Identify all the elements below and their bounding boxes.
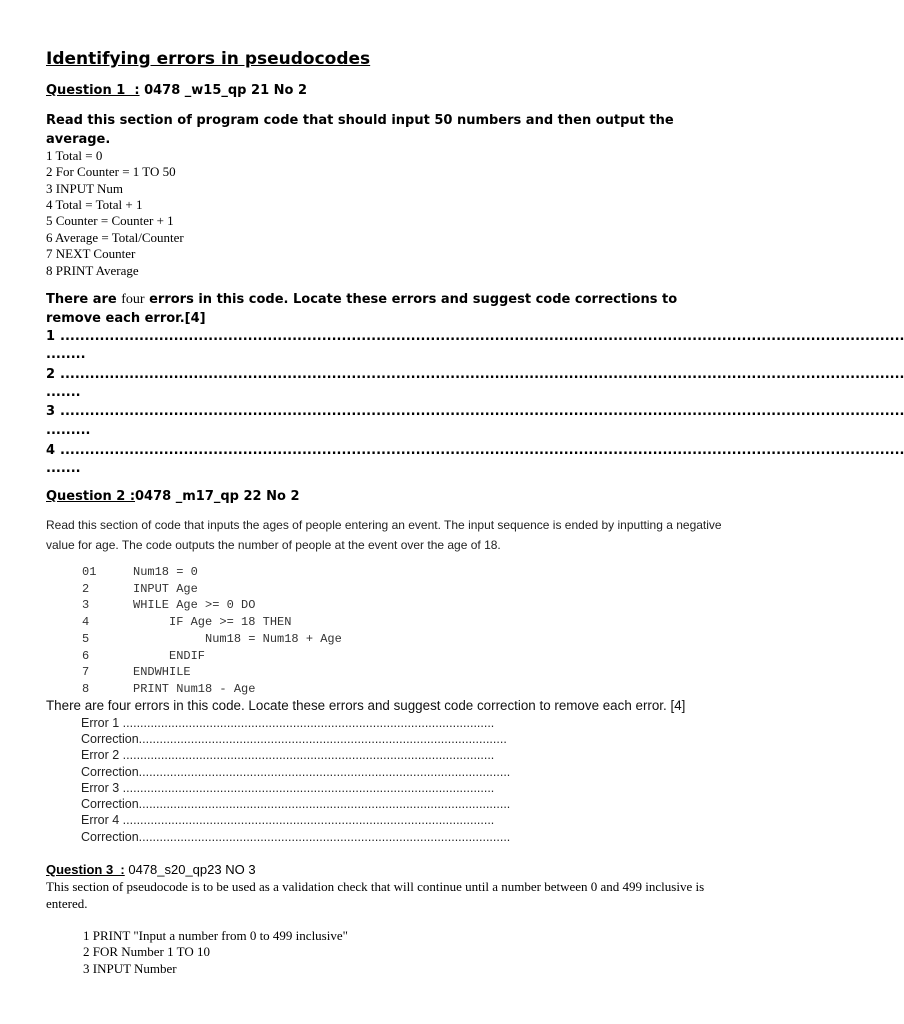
- q2-instruction: There are four errors in this code. Locate these errors and suggest code correction to remove each error. [4]: [46, 698, 686, 713]
- q2-error-line[interactable]: Error 1 ...........................................................................................................: [81, 716, 495, 730]
- q1-code-line: 4 Total = Total + 1: [46, 197, 143, 212]
- q1-code-line: 7 NEXT Counter: [46, 246, 136, 261]
- q2-code-number: 01: [82, 565, 97, 579]
- q2-code-number: 3: [82, 598, 90, 612]
- q1-answer-line[interactable]: ...........................................................................................................................................................................: [60, 329, 904, 344]
- q1-code-line: 1 Total = 0: [46, 148, 103, 163]
- q3-code-line: 1 PRINT "Input a number from 0 to 499 inclusive": [83, 928, 348, 943]
- q1-code-line: 8 PRINT Average: [46, 263, 139, 278]
- q1-answer-number: 4: [46, 443, 56, 458]
- q3-intro: This section of pseudocode is to be used as a validation check that will continue until a number between 0 and 499 inclusive is entered.: [46, 879, 705, 911]
- q1-answer-line-tail: ........: [46, 347, 86, 362]
- q3-ref: 0478_s20_qp23 NO 3: [124, 862, 256, 877]
- q2-code-line: ENDWHILE: [133, 665, 191, 679]
- q2-code-line: INPUT Age: [133, 582, 198, 596]
- q2-correction-line[interactable]: Correction...........................................................................................................: [81, 830, 511, 844]
- q1-answer-number: 1: [46, 329, 56, 344]
- q2-code-number: 4: [82, 615, 90, 629]
- q2-code-number: 2: [82, 582, 90, 596]
- q2-code-line: ENDIF: [133, 649, 206, 663]
- q3-code-line: 2 FOR Number 1 TO 10: [83, 944, 210, 959]
- q1-instruction: There are four errors in this code. Locate these errors and suggest code corrections to remove each error.[4]: [46, 292, 678, 326]
- q1-answer-line-tail: .......: [46, 461, 81, 476]
- q1-label: Question 1 :: [46, 83, 140, 98]
- q1-answer-number: 3: [46, 404, 56, 419]
- q2-error-line[interactable]: Error 3 ...........................................................................................................: [81, 781, 495, 795]
- q1-answer-line[interactable]: ...........................................................................................................................................................................: [60, 367, 904, 382]
- q2-intro: Read this section of code that inputs the ages of people entering an event. The input sequence is ended by inputting a negative value for age. The code outputs the number of people at the event over the age of 18.: [46, 518, 722, 552]
- q2-heading: [46, 489, 300, 504]
- q2-code-line: PRINT Num18 - Age: [133, 682, 256, 696]
- q1-code-line: 5 Counter = Counter + 1: [46, 213, 174, 228]
- q1-answer-line-tail: .........: [46, 423, 91, 438]
- q2-code-line: Num18 = Num18 + Age: [133, 632, 342, 646]
- q2-code-line: IF Age >= 18 THEN: [133, 615, 292, 629]
- q1-code-line: 6 Average = Total/Counter: [46, 230, 184, 245]
- q2-code-number: 8: [82, 682, 90, 696]
- q2-error-line[interactable]: Error 2 ...........................................................................................................: [81, 748, 495, 762]
- q1-ref: 0478 _w15_qp 21 No 2: [139, 83, 308, 98]
- q1-answer-line[interactable]: ...........................................................................................................................................................................: [60, 443, 904, 458]
- q2-error-line[interactable]: Error 4 ...........................................................................................................: [81, 813, 495, 827]
- q1-answer-line[interactable]: ...........................................................................................................................................................................: [60, 404, 904, 419]
- q1-answer-number: 2: [46, 367, 56, 382]
- q2-correction-line[interactable]: Correction...........................................................................................................: [81, 765, 511, 779]
- q3-heading: [46, 862, 256, 877]
- q1-heading: [46, 83, 307, 98]
- q3-code-line: 3 INPUT Number: [83, 961, 177, 976]
- q2-label: Question 2 :: [46, 489, 136, 504]
- page-title: Identifying errors in pseudocodes: [46, 49, 371, 69]
- q1-answer-line-tail: .......: [46, 385, 81, 400]
- q2-code-line: Num18 = 0: [133, 565, 198, 579]
- q2-code-number: 7: [82, 665, 90, 679]
- q2-correction-line[interactable]: Correction..........................................................................................................: [81, 732, 507, 746]
- q1-code-line: 2 For Counter = 1 TO 50: [46, 164, 176, 179]
- q2-code-number: 5: [82, 632, 90, 646]
- q2-correction-line[interactable]: Correction...........................................................................................................: [81, 797, 511, 811]
- q1-intro: Read this section of program code that should input 50 numbers and then output the average.: [46, 113, 674, 147]
- q2-ref: 0478 _m17_qp 22 No 2: [135, 489, 300, 504]
- q2-code-number: 6: [82, 649, 90, 663]
- q3-label: Question 3 :: [46, 862, 125, 877]
- q1-code-line: 3 INPUT Num: [46, 181, 124, 196]
- q2-code-line: WHILE Age >= 0 DO: [133, 598, 256, 612]
